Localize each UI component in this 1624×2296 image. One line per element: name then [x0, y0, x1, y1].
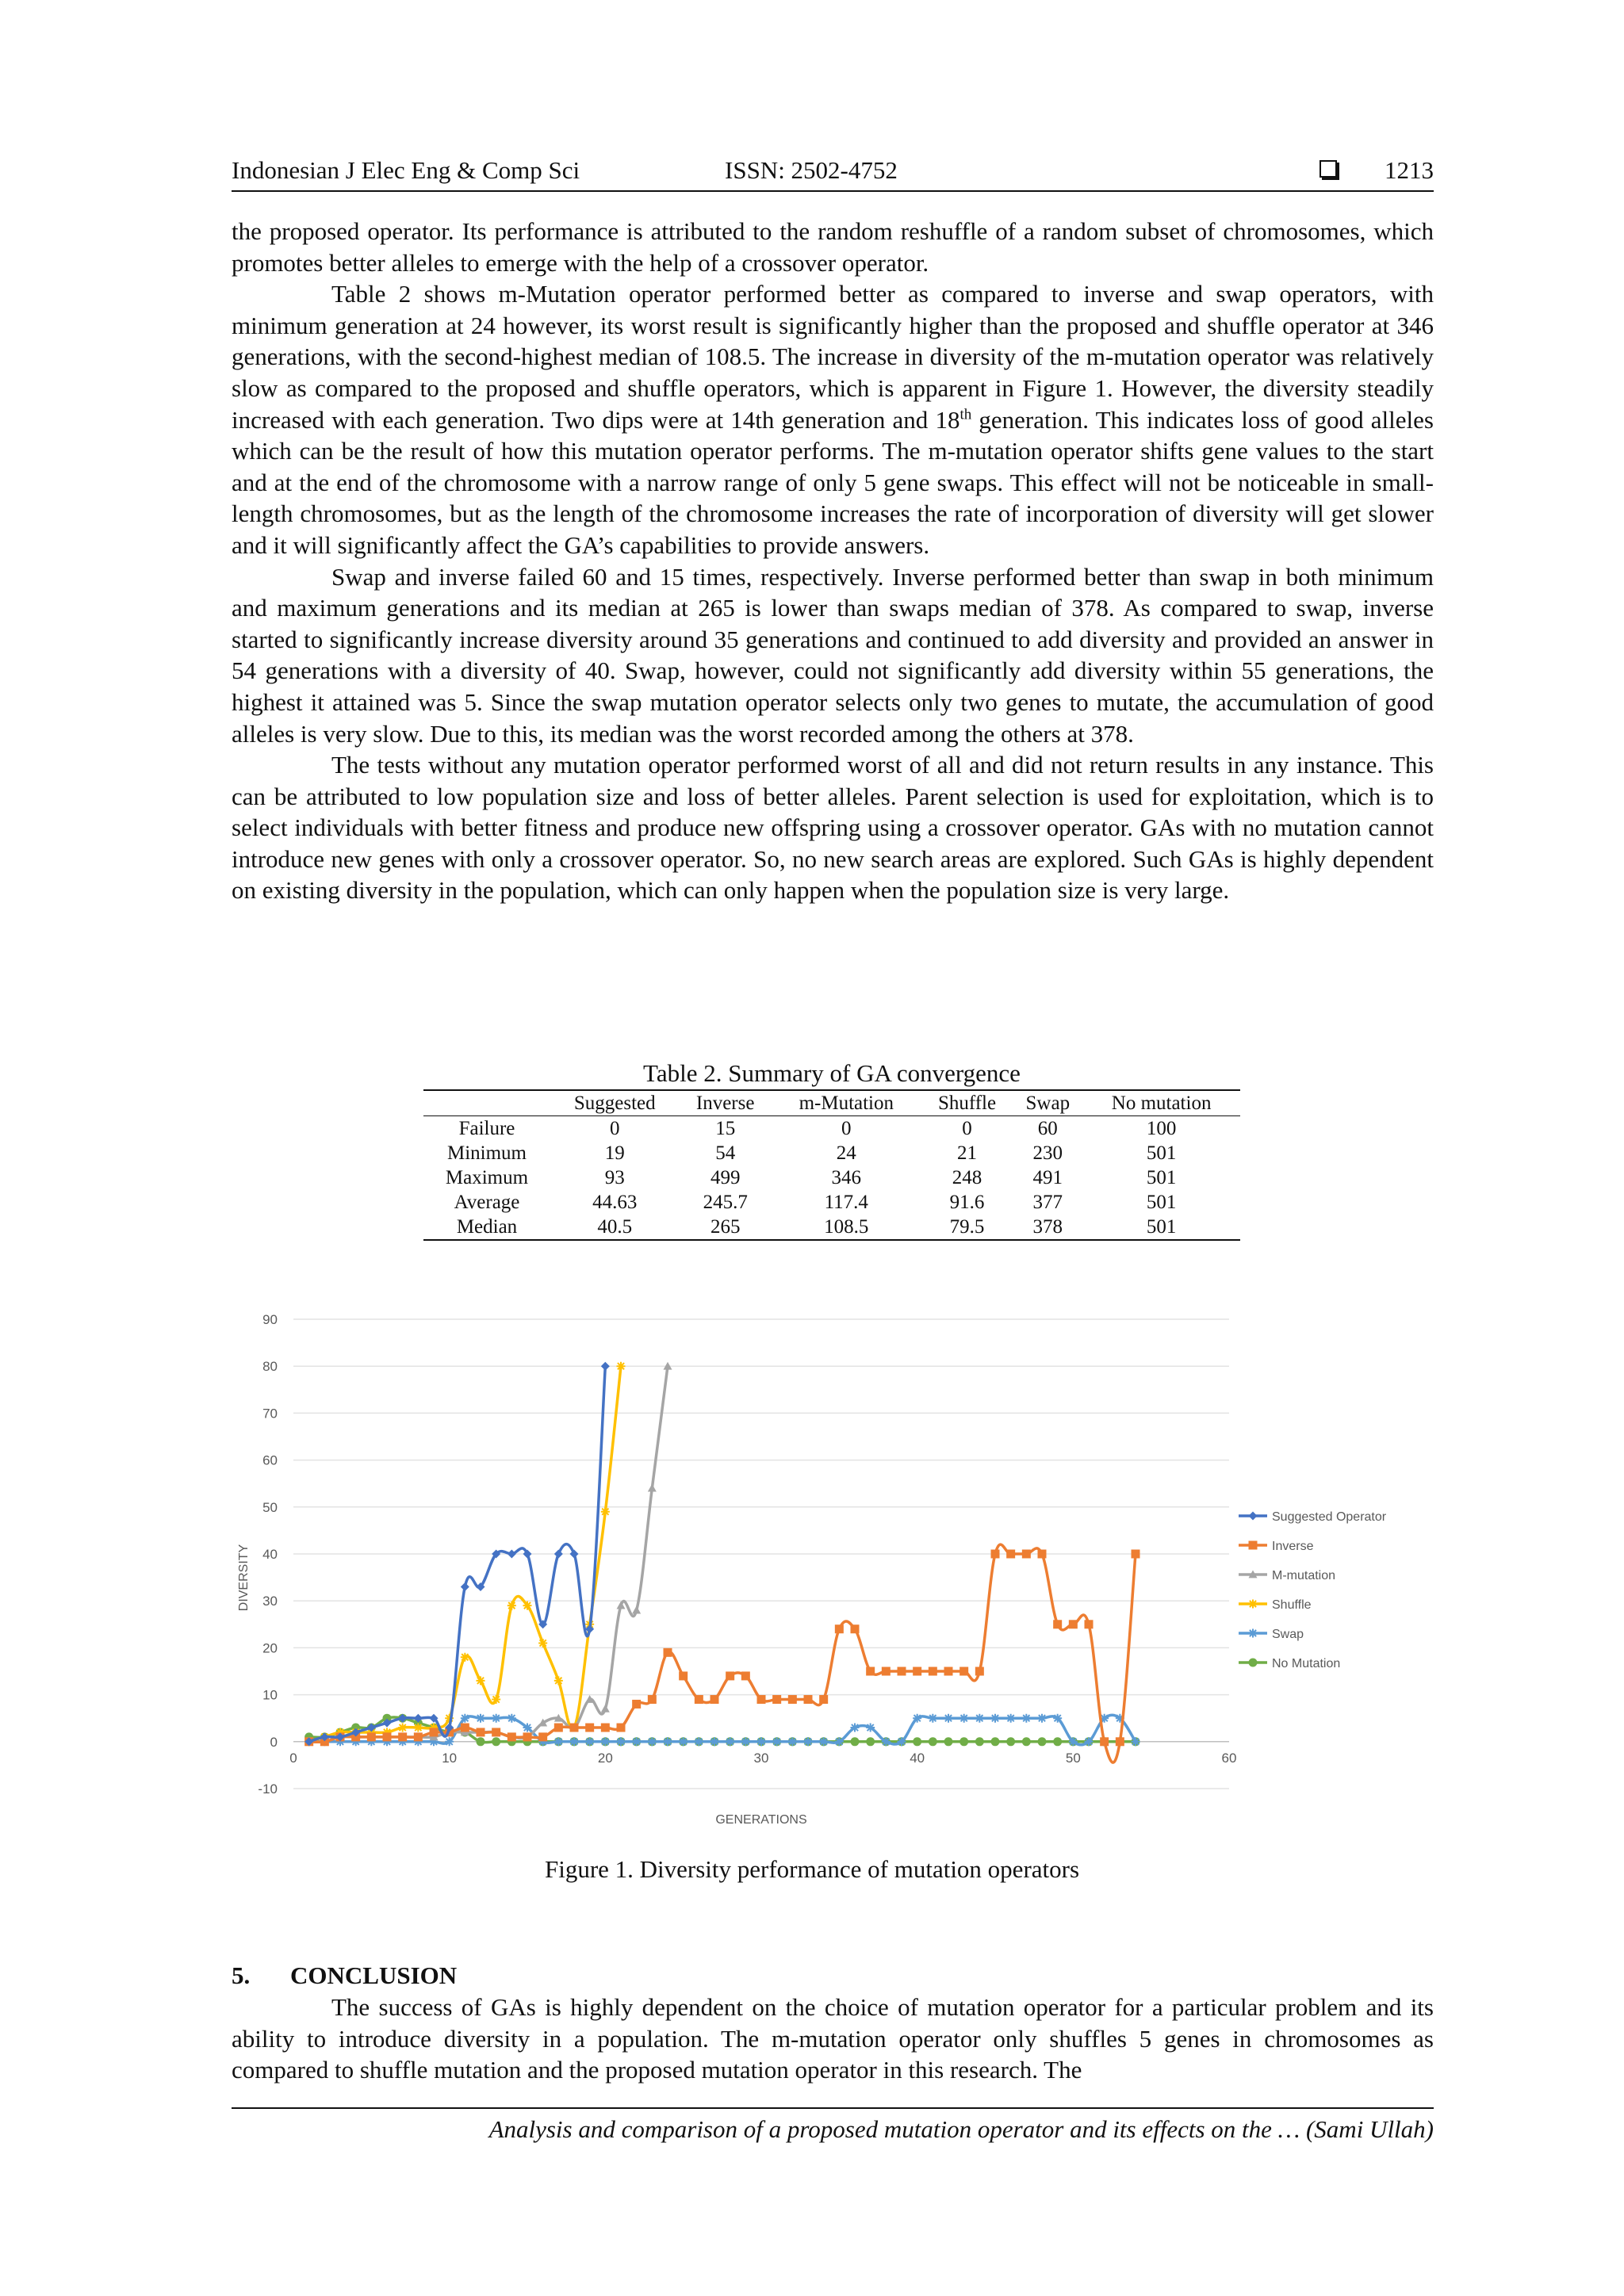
data-point-no-mutation — [929, 1737, 937, 1746]
data-point-swap — [632, 1737, 641, 1746]
data-point-swap — [959, 1714, 968, 1723]
column-header: Suggested — [573, 1093, 656, 1114]
data-point-swap — [445, 1737, 454, 1746]
data-point-inverse — [772, 1695, 781, 1704]
page-number: 1213 — [1385, 156, 1434, 184]
header-rule — [232, 190, 1434, 192]
data-point-swap — [664, 1737, 672, 1746]
table-cell: 54 — [715, 1142, 736, 1164]
data-point-swap — [1053, 1714, 1062, 1723]
legend-label: Shuffle — [1272, 1598, 1312, 1612]
data-point-swap — [1022, 1714, 1031, 1723]
y-tick-label: 70 — [262, 1406, 278, 1422]
data-point-inverse — [819, 1695, 828, 1704]
data-point-shuffle — [477, 1676, 485, 1685]
data-point-no-mutation — [866, 1737, 875, 1746]
checkbox-square-icon — [1320, 160, 1337, 178]
data-point-inverse — [1022, 1550, 1031, 1559]
data-point-m-mutation — [632, 1606, 641, 1614]
data-point-inverse — [398, 1732, 407, 1741]
data-point-inverse — [1053, 1620, 1062, 1628]
data-point-inverse — [648, 1695, 657, 1704]
data-point-inverse — [679, 1671, 688, 1680]
x-axis-title: GENERATIONS — [715, 1813, 807, 1827]
journal-name: Indonesian J Elec Eng & Comp Sci — [232, 156, 580, 184]
table-cell: 40.5 — [597, 1216, 633, 1238]
paragraph: the proposed operator. Its performance is attributed to the random reshuffle of a random subset of chromosomes, which promotes better alleles to emerge with the help of a crossover operator. — [232, 217, 1434, 277]
table-cell: 265 — [710, 1216, 741, 1238]
table-cell: 0 — [962, 1118, 972, 1139]
table-cell: 21 — [957, 1142, 978, 1164]
data-point-swap — [866, 1724, 875, 1732]
data-point-swap — [991, 1714, 1000, 1723]
table-cell: 0 — [841, 1118, 852, 1139]
table-cell: 378 — [1032, 1216, 1063, 1238]
diversity-line-chart — [232, 1302, 1437, 1841]
data-point-swap — [835, 1737, 844, 1746]
data-point-swap — [461, 1714, 469, 1723]
data-point-no-mutation — [959, 1737, 968, 1746]
data-point-swap — [757, 1737, 766, 1746]
y-tick-label: 30 — [262, 1594, 278, 1609]
column-header: m-Mutation — [799, 1093, 894, 1114]
table-cell: 501 — [1146, 1167, 1177, 1188]
data-point-inverse — [929, 1667, 937, 1676]
x-tick-label: 30 — [753, 1750, 769, 1766]
page-footer: Analysis and comparison of a proposed mutation operator and its effects on the … (Sami Ullah) — [488, 2115, 1434, 2143]
legend-label: Inverse — [1272, 1540, 1314, 1553]
paragraph: The tests without any mutation operator performed worst of all and did not return results in any instance. This can be attributed to low population size and loss of better alleles. Parent selection is used for exploitation, which is to select individuals with better fitness and produce new offspring using a crossover operator. GAs with no mutation cannot introduce new genes with only a crossover operator. So, no new search areas are explored. Such GAs is highly dependent on existing diversity in the population, which can only happen when the population size is very large. — [232, 751, 1434, 905]
data-point-swap — [1132, 1737, 1140, 1746]
x-tick-label: 60 — [1221, 1750, 1237, 1766]
superscript: th — [959, 406, 972, 423]
row-label: Average — [454, 1192, 520, 1213]
data-point-shuffle — [508, 1601, 516, 1610]
legend-label: M-mutation — [1272, 1569, 1336, 1582]
data-point-inverse — [788, 1695, 797, 1704]
legend-marker-inverse — [1249, 1541, 1258, 1550]
data-point-inverse — [508, 1732, 516, 1741]
section-heading — [232, 1960, 457, 1992]
body-text — [232, 216, 1434, 906]
data-point-inverse — [1116, 1737, 1124, 1746]
table-cell: 491 — [1032, 1167, 1063, 1188]
data-point-inverse — [585, 1724, 594, 1732]
data-point-suggested-operator — [601, 1362, 610, 1371]
data-point-inverse — [944, 1667, 953, 1676]
data-point-swap — [929, 1714, 937, 1723]
data-point-m-mutation — [601, 1705, 610, 1712]
data-point-swap — [1069, 1737, 1078, 1746]
data-point-swap — [819, 1737, 828, 1746]
data-point-inverse — [913, 1667, 921, 1676]
legend-label: No Mutation — [1272, 1657, 1341, 1670]
data-point-swap — [695, 1737, 703, 1746]
data-point-swap — [741, 1737, 750, 1746]
x-tick-label: 40 — [910, 1750, 925, 1766]
data-point-swap — [1038, 1714, 1047, 1723]
data-point-inverse — [851, 1624, 860, 1633]
data-point-swap — [851, 1724, 860, 1732]
data-point-inverse — [477, 1728, 485, 1736]
data-point-inverse — [1006, 1550, 1015, 1559]
data-point-inverse — [367, 1732, 376, 1741]
data-point-inverse — [664, 1648, 672, 1657]
data-point-swap — [679, 1737, 688, 1746]
data-point-inverse — [492, 1728, 500, 1736]
data-point-inverse — [570, 1724, 579, 1732]
data-point-swap — [772, 1737, 781, 1746]
paragraph-text-after: generation. This indicates loss of good alleles which can be the result of how this mutation operator performs. The m-mutation operator shifts gene values to the start and at the end of the chromosome with a narrow range of only 5 gene swaps. This effect will not be noticeable in small-length chromosomes, but as the length of the chromosome increases the rate of incorporation of diversity will get slower and it will significantly affect the GA’s capabilities to provide answers. — [232, 405, 1434, 559]
column-header: No mutation — [1111, 1093, 1212, 1114]
data-point-inverse — [1038, 1550, 1047, 1559]
data-point-swap — [1085, 1737, 1094, 1746]
data-point-swap — [1006, 1714, 1015, 1723]
x-tick-label: 50 — [1065, 1750, 1081, 1766]
data-point-inverse — [617, 1724, 626, 1732]
data-point-no-mutation — [1038, 1737, 1047, 1746]
section-number: 5. — [232, 1961, 251, 1989]
y-tick-label: 10 — [262, 1687, 278, 1703]
conclusion-text — [232, 1992, 1434, 2086]
table-row — [423, 1165, 1240, 1190]
data-point-inverse — [991, 1550, 1000, 1559]
data-point-suggested-operator — [570, 1550, 579, 1559]
data-point-no-mutation — [1022, 1737, 1031, 1746]
data-point-no-mutation — [851, 1737, 860, 1746]
data-point-inverse — [757, 1695, 766, 1704]
data-point-inverse — [898, 1667, 906, 1676]
row-label: Maximum — [445, 1167, 529, 1188]
table-row — [423, 1141, 1240, 1165]
data-point-shuffle — [601, 1507, 610, 1516]
data-point-swap — [492, 1714, 500, 1723]
table-cell: 79.5 — [949, 1216, 985, 1238]
table-cell: 0 — [610, 1118, 620, 1139]
column-header: Swap — [1025, 1093, 1071, 1114]
data-point-inverse — [695, 1695, 703, 1704]
table-cell: 501 — [1146, 1192, 1177, 1213]
paragraph: The success of GAs is highly dependent on the choice of mutation operator for a particular problem and its ability to introduce diversity in a population. The m-mutation operator only shuffles 5 genes in chromosomes as compared to shuffle mutation and the proposed mutation operator in this research. The — [232, 1993, 1434, 2084]
y-tick-label: 50 — [262, 1499, 278, 1515]
column-header: Inverse — [695, 1093, 755, 1114]
row-label: Failure — [458, 1118, 515, 1139]
row-label: Median — [456, 1216, 518, 1238]
paragraph — [232, 278, 1434, 561]
table-cell: 501 — [1146, 1142, 1177, 1164]
legend-marker-no-mutation — [1249, 1659, 1258, 1667]
data-point-suggested-operator — [461, 1582, 469, 1591]
table-cell: 93 — [604, 1167, 625, 1188]
data-point-inverse — [866, 1667, 875, 1676]
table-cell: 230 — [1032, 1142, 1063, 1164]
data-point-no-mutation — [1006, 1737, 1015, 1746]
data-point-inverse — [383, 1732, 392, 1741]
legend-label: Swap — [1272, 1628, 1304, 1641]
data-point-shuffle — [617, 1362, 626, 1371]
data-point-no-mutation — [1053, 1737, 1062, 1746]
table-cell: 499 — [710, 1167, 741, 1188]
data-point-shuffle — [398, 1724, 407, 1732]
data-point-no-mutation — [477, 1737, 485, 1746]
data-point-swap — [726, 1737, 734, 1746]
y-tick-label: 20 — [262, 1640, 278, 1656]
data-point-no-mutation — [944, 1737, 953, 1746]
data-point-swap — [508, 1714, 516, 1723]
data-point-no-mutation — [975, 1737, 984, 1746]
paragraph-text: Table 2 shows m-Mutation operator performed better as compared to inverse and swap operators, with minimum generation at 24 however, its worst result is significantly higher than the proposed and shuffle operator at 346 generations, with the second-highest median of 108.5. The increase in diversity of the m-mutation operator was relatively slow as compared to the proposed and shuffle operators, which is apparent in Figure 1. However, the diversity steadily increased with each generation. Two dips were at 14th generation and 18 — [232, 280, 1434, 434]
x-tick-label: 0 — [289, 1750, 297, 1766]
y-axis-title: DIVERSITY — [237, 1544, 251, 1612]
table-cell: 108.5 — [824, 1216, 869, 1238]
data-point-swap — [648, 1737, 657, 1746]
table-cell: 245.7 — [703, 1192, 748, 1213]
y-tick-label: 90 — [262, 1312, 278, 1327]
data-point-inverse — [538, 1732, 547, 1741]
table-cell: 44.63 — [592, 1192, 638, 1213]
data-point-inverse — [1100, 1737, 1109, 1746]
table-cell: 60 — [1037, 1118, 1058, 1139]
figure-caption: Figure 1. Diversity performance of mutation operators — [544, 1855, 1080, 1883]
data-point-inverse — [554, 1724, 563, 1732]
column-header: Shuffle — [937, 1093, 997, 1114]
table-row — [423, 1190, 1240, 1215]
data-point-swap — [554, 1737, 563, 1746]
data-point-shuffle — [461, 1653, 469, 1662]
y-tick-label: 40 — [262, 1547, 278, 1562]
data-point-swap — [882, 1737, 891, 1746]
x-tick-label: 10 — [442, 1750, 458, 1766]
data-point-swap — [975, 1714, 984, 1723]
legend-label: Suggested Operator — [1272, 1510, 1387, 1524]
data-point-swap — [944, 1714, 953, 1723]
data-point-inverse — [959, 1667, 968, 1676]
row-label: Minimum — [446, 1142, 527, 1164]
data-point-inverse — [975, 1667, 984, 1676]
y-tick-label: 80 — [262, 1359, 278, 1375]
data-point-inverse — [1069, 1620, 1078, 1628]
data-point-inverse — [430, 1728, 439, 1736]
data-point-suggested-operator — [508, 1550, 516, 1559]
data-point-inverse — [632, 1700, 641, 1709]
data-point-inverse — [726, 1671, 734, 1680]
data-point-shuffle — [492, 1695, 500, 1704]
data-point-swap — [913, 1714, 921, 1723]
data-point-swap — [788, 1737, 797, 1746]
table-2 — [423, 1059, 1240, 1241]
issn: ISSN: 2502-4752 — [725, 156, 898, 184]
table-cell: 501 — [1146, 1216, 1177, 1238]
data-point-m-mutation — [648, 1484, 657, 1492]
data-point-shuffle — [538, 1639, 547, 1647]
data-point-no-mutation — [492, 1737, 500, 1746]
footer-rule — [232, 2107, 1434, 2109]
table-header-row — [423, 1090, 1240, 1116]
data-point-shuffle — [554, 1676, 563, 1685]
data-point-swap — [477, 1714, 485, 1723]
data-point-swap — [710, 1737, 719, 1746]
data-point-inverse — [882, 1667, 891, 1676]
y-tick-label: -10 — [258, 1781, 278, 1797]
table-cell: 15 — [715, 1118, 736, 1139]
table-row — [423, 1215, 1240, 1240]
summary-table — [423, 1089, 1240, 1241]
data-point-swap — [601, 1737, 610, 1746]
data-point-swap — [570, 1737, 579, 1746]
table-cell: 248 — [952, 1167, 982, 1188]
data-point-suggested-operator — [554, 1550, 563, 1559]
column-header — [423, 1090, 550, 1116]
data-point-inverse — [461, 1724, 469, 1732]
data-point-inverse — [804, 1695, 813, 1704]
data-point-inverse — [1132, 1550, 1140, 1559]
table-caption: Table 2. Summary of GA convergence — [643, 1059, 1021, 1087]
section-title: CONCLUSION — [290, 1961, 458, 1989]
data-point-no-mutation — [913, 1737, 921, 1746]
legend-marker-shuffle — [1249, 1600, 1258, 1609]
table-cell: 19 — [604, 1142, 625, 1164]
data-point-inverse — [523, 1732, 532, 1741]
table-cell: 377 — [1032, 1192, 1063, 1213]
y-tick-label: 0 — [270, 1734, 278, 1750]
table-cell: 346 — [831, 1167, 862, 1188]
table-cell: 24 — [836, 1142, 856, 1164]
table-cell: 117.4 — [824, 1192, 868, 1213]
table-row — [423, 1116, 1240, 1142]
x-tick-label: 20 — [597, 1750, 613, 1766]
table-cell: 100 — [1146, 1118, 1177, 1139]
data-point-swap — [804, 1737, 813, 1746]
legend-marker-swap — [1249, 1629, 1258, 1638]
data-point-swap — [617, 1737, 626, 1746]
legend-marker-suggested-operator — [1249, 1512, 1258, 1521]
data-point-inverse — [1085, 1620, 1094, 1628]
data-point-inverse — [601, 1724, 610, 1732]
data-point-shuffle — [414, 1724, 423, 1732]
data-point-shuffle — [523, 1601, 532, 1610]
paragraph: Swap and inverse failed 60 and 15 times, respectively. Inverse performed better than swap in both minimum and maximum generations and its median at 265 is lower than swaps median of 378. As compared to swap, inverse started to significantly increase diversity around 35 generations and continued to add diversity and provided an answer in 54 generations with a diversity of 40. Swap, however, could not significantly add diversity within 55 generations, the highest it attained was 5. Since the swap mutation operator selects only two genes to mutate, the accumulation of good alleles is very slow. Due to this, its median was the worst recorded among the others at 378. — [232, 562, 1434, 748]
data-point-swap — [898, 1737, 906, 1746]
table-cell: 91.6 — [949, 1192, 985, 1213]
data-point-inverse — [414, 1732, 423, 1741]
y-tick-label: 60 — [262, 1452, 278, 1468]
data-point-inverse — [710, 1695, 719, 1704]
data-point-no-mutation — [991, 1737, 1000, 1746]
figure-1-chart — [232, 1302, 1437, 1841]
data-point-inverse — [741, 1671, 750, 1680]
page-header — [232, 155, 1434, 192]
data-point-swap — [523, 1724, 532, 1732]
data-point-swap — [585, 1737, 594, 1746]
data-point-inverse — [835, 1624, 844, 1633]
